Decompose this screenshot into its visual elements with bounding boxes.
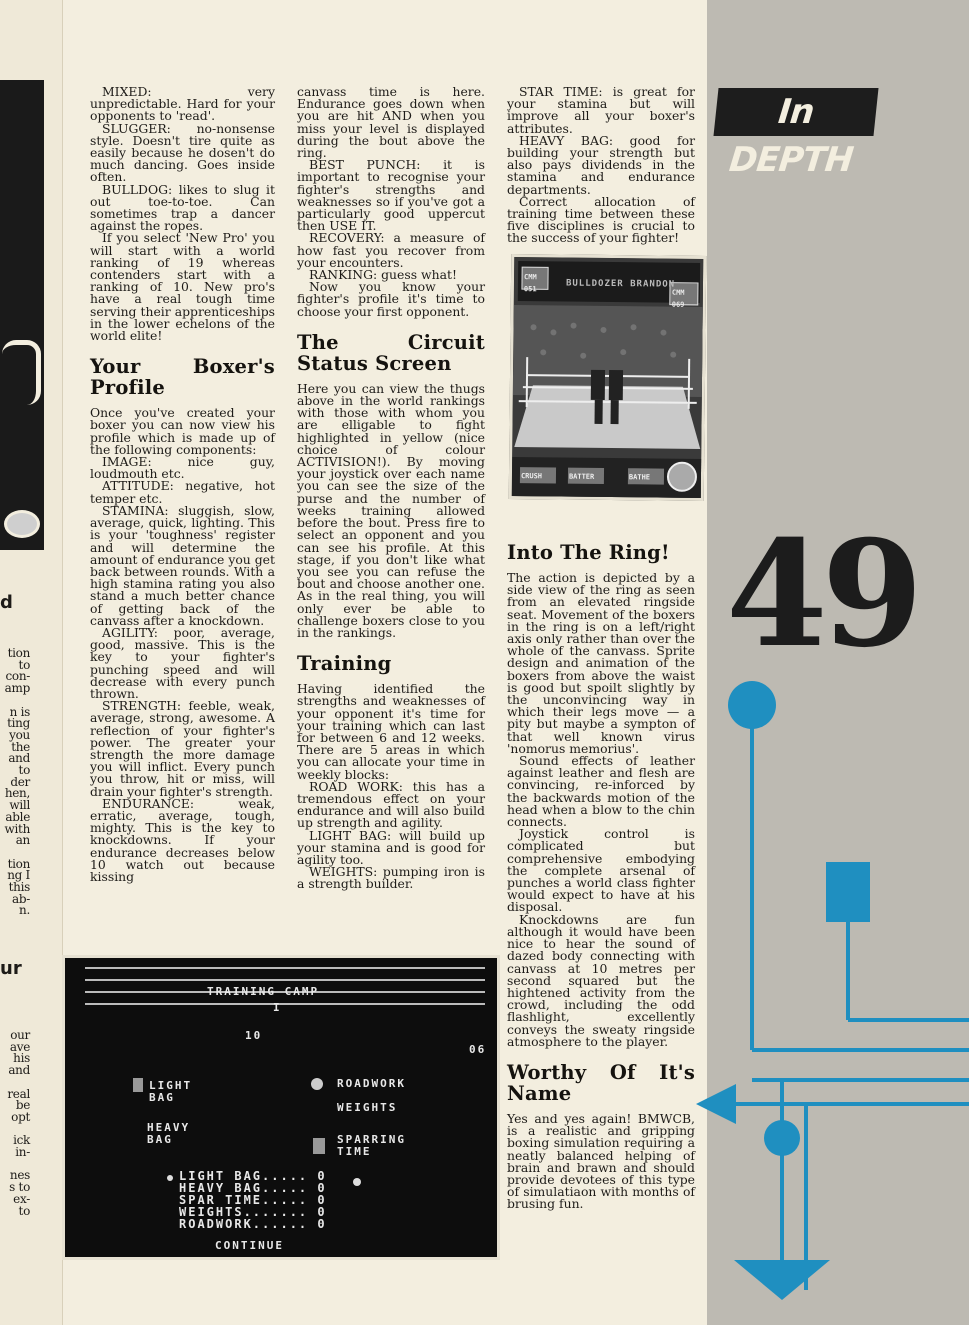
previous-page-edge [0,0,63,1325]
allocation-row: ROADWORK...... 0 [179,1217,327,1231]
cut-text-line: this [8,880,30,895]
continue-button[interactable]: CONTINUE [215,1239,284,1252]
circuit-node [728,681,776,729]
paragraph: BEST PUNCH: it is important to recognise your fighter's strengths and weaknesses so if you've got a particularly good uppercut then USE IT. [297,157,485,234]
roadwork-icon [311,1078,323,1090]
cut-heading-fragment: d [0,592,13,613]
cut-text-line: der [10,774,30,789]
cut-text-line: will [9,798,30,813]
training-title: TRAINING CAMP [207,985,320,998]
cut-text-line: ave [9,1039,30,1054]
cut-text-line: be [15,1098,30,1113]
cut-text-line: tion [7,856,30,871]
cut-text-line: and [8,1063,30,1078]
paragraph: RANKING: guess what! [309,267,457,283]
circuit-decoration [690,660,969,1325]
cut-text-line: real [7,1086,30,1101]
cut-text-line: nes [9,1168,30,1183]
image-shape [2,340,41,405]
section-heading: Training [297,652,392,676]
option-weights[interactable]: WEIGHTS [337,1101,398,1114]
paragraph: Having identified the strengths and weaknesses of your opponent it's time for your training which can last for between 6 and 12 weeks. There are 5 areas in which you can allocate your time in weekly blocks: [297,681,485,782]
paragraph: If you select 'New Pro' you will start with a world ranking of 19 whereas contenders start with a ranking of 10. New pro's have a real tough time serving their apprenticeships in the lower echelons of the world elite! [90,230,275,344]
paragraph: Yes and yes again! BMWCB, is a realistic and gripping boxing simulation requiring a neatly balanced helping of brain and brawn and should provide devotees of this type of simulatiaon with months of brusing fun. [507,1110,695,1212]
paragraph: LIGHT BAG: will build up your stamina and is good for agility too. [297,827,485,867]
cut-text-line: the [11,739,30,754]
allocation-row: HEAVY BAG..... 0 [179,1181,327,1195]
paragraph: Here you can view the thugs above in the world rankings with those with whom you are elligable to fight highlighted in yellow (nice choice of colour ACTIVISION!). By moving your joystick over each name you can see the size of the purse and the number of weeks training allowed before the bout. Press fire to select an opponent and you can see his profile. At this stage, if you don't like what you see you can refuse the bout and choose another one. As in the real thing, you will only ever be able to challenge boxers close to you in the rankings. [297,380,485,640]
paragraph: ROAD WORK: this has a tremendous effect on your endurance and will also build up strength and agility. [297,778,485,831]
ring-screenshot [509,254,707,501]
cursor-icon [353,1178,361,1186]
cut-text-line: his [13,1051,30,1066]
option-roadwork[interactable]: ROADWORK [337,1077,406,1090]
cut-text-line: opt [11,1109,30,1124]
option-heavy-bag[interactable]: HEAVY BAG [147,1121,191,1146]
cut-text-line: n is [9,704,30,719]
cut-text-line: our [10,1028,30,1042]
sparring-icon [313,1138,325,1154]
paragraph: STAR TIME: is great for your stamina but will improve all your boxer's attributes. [507,84,695,136]
arrow-down-icon [734,1260,830,1300]
cut-text-line: amp [4,681,30,696]
training-camp-screenshot [62,955,500,1260]
clock-icon [668,463,696,491]
paragraph: BULLDOG: likes to slug it out toe-to-toe. Can sometimes trap a dancer against the ropes. [90,181,275,234]
cut-text-line: to [18,657,30,672]
punch-label: BATHE [628,473,651,482]
paragraph: HEAVY BAG: good for building your strength but also pays dividends in the stamina and endurance departments. [507,132,695,197]
paragraph: AGILITY: poor, average, good, massive. This is the key to your fighter's punching speed and will decrease with every punch thrown. [90,624,275,701]
section-heading: Worthy Of It's Name [507,1060,695,1105]
page-number: 49 [726,509,918,680]
paragraph: Knockdowns are fun although it would have been nice to hear the sound of dazed body connecting with canvass at 10 metres per second squared but the hightened activity from the crowd, including the odd flashlight, excellently conveys the sweaty ringside atmosphere to the player. [507,911,695,1049]
paragraph: STAMINA: sluggish, slow, average, quick, lighting. This is your 'toughness' register and will determine the amount of endurance you get back between rounds. With a high stamina rating you also stand a much better chance of getting back of the canvass after a knockdown. [90,502,275,628]
cut-text-line: ng I [7,868,30,883]
article-column-3-top [507,86,695,245]
paragraph: RECOVERY: a measure of how fast you recover from your encounters. [297,230,485,270]
in-depth-logo: In DEPTH [713,88,878,136]
punch-label: BATTER [568,472,595,481]
cut-text-line: able [5,809,30,824]
paragraph: MIXED: very unpredictable. Hard for your opponents to 'read'. [90,84,275,124]
cut-text-line: ick [13,1133,30,1148]
cut-text-line: con- [5,669,30,684]
paragraph: SLUGGER: no-nonsense style. Doesn't tire quite as easily because he dosen't do much dancing. Goes inside often. [90,120,275,185]
paragraph: Joystick control is complicated but comprehensive embodying the complete arsenal of punches a world class fighter would expect to have at his disposal. [507,826,695,915]
paragraph: ATTITUDE: negative, hot temper etc. [90,478,275,506]
image-shape [4,510,40,538]
cut-heading-fragment: ur [0,958,22,979]
arrow-left-icon [696,1084,736,1124]
cut-text-fragments [0,648,30,917]
cut-text-line: you [9,727,30,742]
paragraph: Sound effects of leather against leather and flesh are convincing, re-inforced by the backwards motion of the head when a blow to the chin connects. [507,753,695,830]
paragraph: Correct allocation of training time between these five disciplines is crucial to the success of your fighter! [507,193,695,246]
cut-text-line: and [8,751,30,766]
allocation-table [179,1170,327,1230]
paragraph: canvass time is here. Endurance goes down when you are hit AND when you miss your level is displayed during the bout above the ring. [297,84,485,161]
training-subtitle: I [273,1001,282,1014]
allocation-row: SPAR TIME..... 0 [179,1193,327,1207]
circuit-node [826,862,870,922]
previous-page-image [0,80,44,550]
weeks-right: 06 [469,1043,487,1056]
cut-text-line: to [18,1203,30,1218]
section-heading: Into The Ring! [507,541,670,564]
paragraph: Once you've created your boxer you can now view his profile which is made up of the following components: [90,405,275,457]
cut-text-line: s to [9,1180,30,1195]
weeks-left: 10 [245,1029,263,1042]
cut-text-line: ab- [12,891,30,906]
paragraph: STRENGTH: feeble, weak, average, strong, awesome. A reflection of your fighter's power. The greater your strength the more damage you will inflict. Every punch you throw, hit or miss, will drain your fighter's strength. [90,698,275,799]
cut-text-line: n. [19,903,30,918]
allocation-row: WEIGHTS....... 0 [179,1205,327,1219]
paragraph: WEIGHTS: pumping iron is a strength builder. [297,864,485,892]
section-heading: Your Boxer's Profile [90,355,275,400]
cut-text-line: hen, [4,786,30,801]
ring-canvas [514,385,701,449]
light-bag-icon [133,1078,143,1092]
cut-text-line: ting [7,716,30,731]
article-column-1 [90,86,275,883]
punch-label: CRUSH [520,472,543,481]
article-column-2 [297,86,485,891]
bullet-icon [167,1175,173,1181]
option-sparring-time[interactable]: SPARRING TIME [337,1133,406,1158]
cut-text-line: in- [15,1145,30,1160]
cut-text-line: with [4,821,30,836]
score-right: CMM 069 [671,288,685,309]
cut-text-line: an [15,833,30,848]
paragraph: IMAGE: nice guy, loudmouth etc. [90,454,275,482]
option-light-bag[interactable]: LIGHT BAG [149,1079,193,1104]
cut-text-fragments [0,1030,30,1217]
cut-text-line: tion [7,646,30,660]
paragraph: Now you know your fighter's profile it's time to choose your first opponent. [297,279,485,319]
article-column-3 [507,528,695,1211]
cut-text-line: ex- [13,1191,30,1206]
section-heading: The Circuit Status Screen [297,330,485,375]
paragraph: ENDURANCE: weak, erratic, average, tough, mighty. This is the key to knockdowns. If your endurance decreases below 10 watch out because kissing [90,795,275,884]
fighter-name: BULLDOZER BRANDON [565,278,676,290]
score-left: CMM 051 [523,273,537,294]
allocation-row: LIGHT BAG..... 0 [179,1169,327,1183]
paragraph: The action is depicted by a side view of the ring as seen from an elevated ringside seat. Movement of the boxers in the ring is on a left/right axis only rather than over the whole of the canvass. Sprite design and animation of the boxers from above the waist is good but spoilt slightly by the unconvincing way in which their legs move — a pity but maybe a sympton of that well known virus 'nomorus memorius'. [507,570,695,756]
circuit-node [764,1120,800,1156]
cut-text-line: to [18,763,30,778]
